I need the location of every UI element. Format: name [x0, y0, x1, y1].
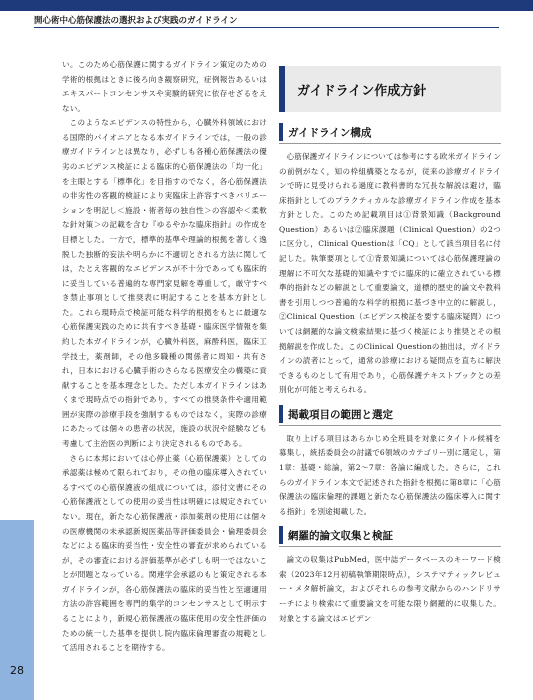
heading-underline — [279, 425, 501, 426]
body-paragraph: 心筋保護ガイドラインについては参考にする欧米ガイドラインの前例がなく，知の枠組構築となるが，従来の診療ガイドラインで時に見受けられる過度に教科書的な冗長な解説は避け，臨床指針としてのプラクティカルな診療ガイドライン作成を基本方針とした。このため記載項目は①背景知識（Background Question）あるいは②臨床課題（Clinical Question）の2つに区分し，Clinical Questionは「CQ」として該当項目名に付記した。執筆要項として①背景知識については心筋保護理論の理解に不可欠な基礎的知識やすでに臨床的に確立されている標準的指針などの解説として重要論文，道標的歴史的論文や教科書を引用しつつ普遍的な科学的根拠に基づき中立的に解説し，②Clinical Question（エビデンス検証を要する臨床疑問）については網羅的な論文検索結果に基づく検証により推奨とその根拠解説を作成した。このClinical Questionの抽出は，ガイドラインの読者にとって，通常の診療における疑問点を直ちに解決できるものとして有用であり，心筋保護テキストブックとの差別化が可能と考えられる。 — [279, 152, 502, 395]
heading-accent-bar — [279, 123, 283, 141]
header-color-bar — [0, 0, 533, 11]
section-heading-text: 掲載項目の範囲と選定 — [288, 408, 393, 421]
heading-underline — [279, 546, 501, 547]
section-heading — [279, 523, 501, 547]
right-column — [279, 66, 501, 626]
heading-accent-bar — [279, 405, 283, 423]
left-column — [62, 58, 267, 656]
heading-accent-bar — [279, 526, 283, 544]
main-heading: ガイドライン作成方針 — [297, 84, 427, 99]
body-paragraph: 取り上げる項目はあらかじめ全班員を対象にタイトル候補を募集し，統括委員会の討議で6領域のカテゴリー別に選定し，第1章：基礎・総論，第2〜7章：各論に編成した。さらに，これらのガイドライン本文で記述された指針を根拠に第8章に「心筋保護法の臨床倫理的課題と新たな心筋保護法の臨床導入に関する指針」を別途掲載した。 — [279, 433, 501, 516]
main-heading-box — [279, 66, 501, 112]
heading-underline — [279, 143, 501, 144]
body-paragraph: このようなエビデンスの特性から，心臓外科領域における国際的パイオニアとなる本ガイドラインでは，一般の診療ガイドラインとは異なり，必ずしも各種心筋保護法の優劣のエビデンス検証による臨床的心筋保護法の「均一化」を主眼とする「標準化」を目指すのでなく，各心筋保護法の非劣性の客観的検証により実臨床上許容すべきバリエーションを明記し＜施設・術者毎の独自性＞の容認や＜柔軟な針対策＞の記載を含む『ゆるやかな臨床指針』の作成を目標とした。一方で，標準的基準や理論的根拠を著しく逸脱した独断的妄法や明らかに不適切とされる方法に関しては，たとえ客観的なエビデンスが不十分であっても臨床的に妥当している普遍的な専門家見解を尊重して，厳守すべき禁止事項として推奨表に明記することを基本方針とした。これら現時点で検証可能な科学的根拠をもとに最適な心筋保護実践のために共有すべき基礎・臨床医学情報を集約した本ガイドラインが，心臓外科医，麻酔科医，臨床工学技士，薬剤師，その他多職種の関係者に周知・共有され，日本における心臓手術のさらなる医療安全の構築に貢献することを基本理念とした。ただし本ガイドラインはあくまで現時点での指針であり，すべての推奨条件や適用範囲が実際の診療手段を強制するものではなく，実際の診療にあたっては個々の患者の状況，施設の状況や経験なども考慮して主治医の判断により決定されるものである。 — [62, 118, 267, 449]
body-paragraph: 論文の収集はPubMed，医中誌データベースのキーワード検索（2023年12月初稿執筆期限時点），システマティックレビュー・メタ解析論文，およびそれらの参考文献からのハンドリサーチにより検索にて重要論文を可能な限り網羅的に収集した。対象とする論文はエビデン — [279, 555, 501, 623]
section-heading — [279, 120, 501, 144]
running-title: 開心術中心筋保護法の選択および実践のガイドライン — [34, 16, 238, 26]
section-heading-text: 網羅的論文収集と検証 — [288, 530, 393, 543]
header-rule — [34, 27, 499, 28]
section-heading — [279, 402, 501, 426]
body-paragraph: い。このため心筋保護に関するガイドライン策定のための学術的根拠はときに後ろ向き観察研究，症例報告あるいはエキスパートコンセンサスや実験的研究に依存せざるをえない。 — [62, 60, 267, 113]
body-paragraph: さらに本邦においては心停止薬（心筋保護薬）としての承認薬は極めて限られており，その他の臨床導入されているすべての心筋保護液の組成については，添付文書にその心筋保護液としての使用の妥当性は明確には規定されていない。現在，新たな心筋保護液・添加薬剤の使用には個々の医療機関の未承認新規医薬品等評価委員会・倫理委員会などによる臨床的妥当性・安全性の審査が求められているが，その審査における評価基準が必ずしも明一ではないことが問題となっている。関連学会承認のもと策定される本ガイドラインが，各心筋保護法の臨床的妥当性と至適適用方法の許容範囲を専門的集学的コンセンサスとして明示することにより，新規心筋保護液の臨床使用の安全性評価のための統一した基準を提供し院内臨床倫理審査の規範として活用されることを期待する。 — [62, 453, 267, 653]
page-number: 28 — [10, 664, 24, 677]
section-heading-text: ガイドライン構成 — [288, 127, 372, 139]
